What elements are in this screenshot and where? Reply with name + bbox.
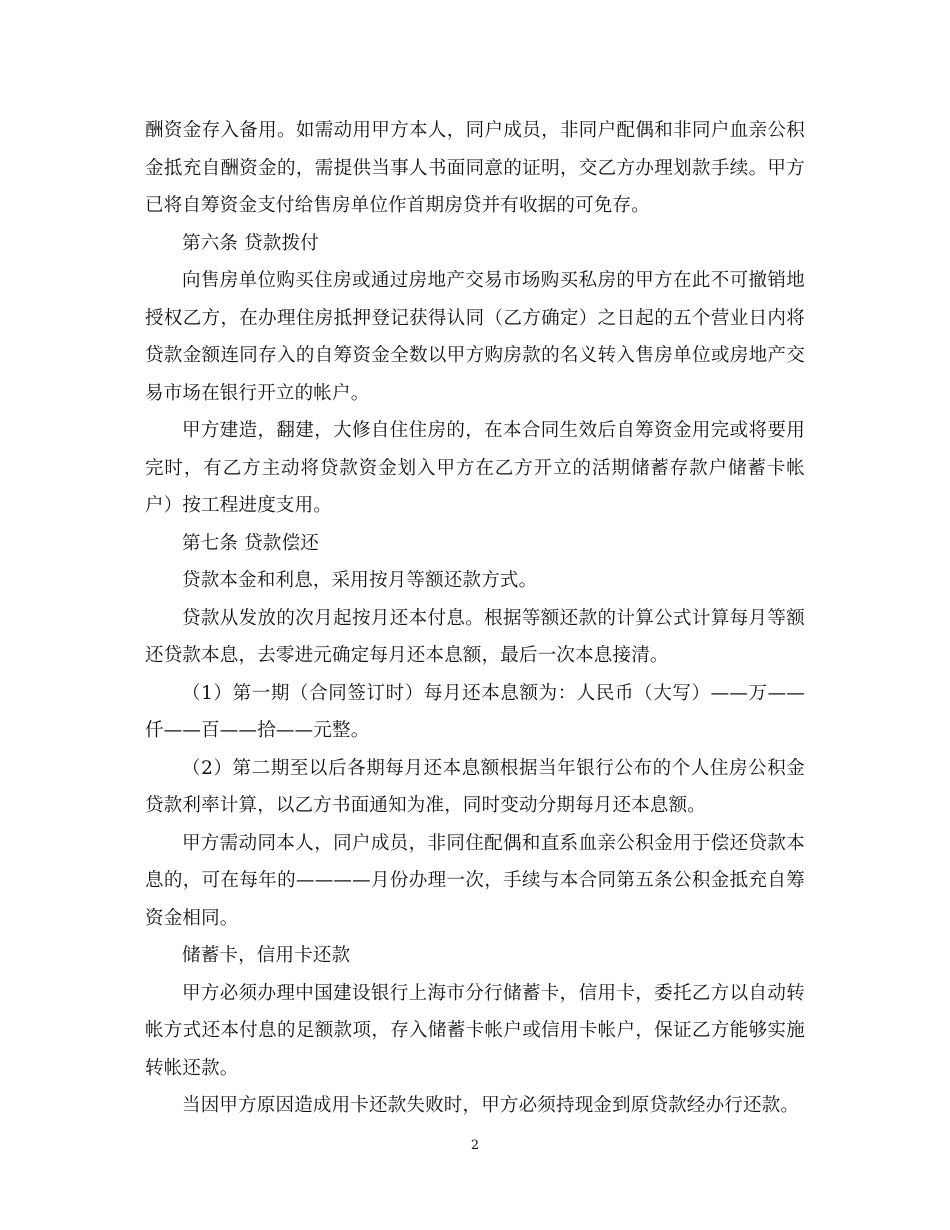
paragraph-item-2: （2）第二期至以后各期每月还本息额根据当年银行公布的个人住房公积金贷款利率计算，以乙方书面通知为准，同时变动分期每月还本息额。 xyxy=(145,757,805,816)
page-number: 2 xyxy=(470,1138,480,1153)
paragraph: 向售房单位购买住房或通过房地产交易市场购买私房的甲方在此不可撤销地授权乙方，在办理住房抵押登记获得认同（乙方确定）之日起的五个营业日内将贷款金额连同存入的自筹资金全数以甲方购房款的名义转入售房单位或房地产交易市场在银行开立的帐户。 xyxy=(145,270,805,404)
paragraph: 甲方必须办理中国建设银行上海市分行储蓄卡，信用卡，委托乙方以自动转帐方式还本付息的足额款项，存入储蓄卡帐户或信用卡帐户，保证乙方能够实施转帐还款。 xyxy=(145,982,805,1079)
section-heading-article-7: 第七条 贷款偿还 xyxy=(182,532,319,554)
paragraph: 酬资金存入备用。如需动用甲方本人，同户成员，非同户配偶和非同户血亲公积金抵充自酬资金的，需提供当事人书面同意的证明，交乙方办理划款手续。甲方已将自筹资金支付给售房单位作首期房贷并有收据的可免存。 xyxy=(145,120,805,216)
paragraph: 贷款本金和利息，采用按月等额还款方式。 xyxy=(182,570,538,591)
paragraph: 当因甲方原因造成用卡还款失败时，甲方必须持现金到原贷款经办行还款。 xyxy=(182,1095,800,1116)
section-heading-article-6: 第六条 贷款拨付 xyxy=(182,232,319,254)
paragraph-item-1: （1）第一期（合同签订时）每月还本息额为：人民币（大写）——万——仟——百——拾——元整。 xyxy=(145,682,805,741)
subsection-heading: 储蓄卡，信用卡还款 xyxy=(182,945,351,966)
paragraph: 甲方建造，翻建，大修自住住房的，在本合同生效后自筹资金用完或将要用完时，有乙方主动将贷款资金划入甲方在乙方开立的活期储蓄存款户储蓄卡帐户）按工程进度支用。 xyxy=(145,420,805,516)
document-body xyxy=(145,112,805,1125)
paragraph: 贷款从发放的次月起按月还本付息。根据等额还款的计算公式计算每月等额还贷款本息，去零进元确定每月还本息额，最后一次本息接清。 xyxy=(145,607,805,666)
paragraph: 甲方需动同本人，同户成员，非同住配偶和直系血亲公积金用于偿还贷款本息的，可在每年的————月份办理一次，手续与本合同第五条公积金抵充自筹资金相同。 xyxy=(145,832,805,929)
